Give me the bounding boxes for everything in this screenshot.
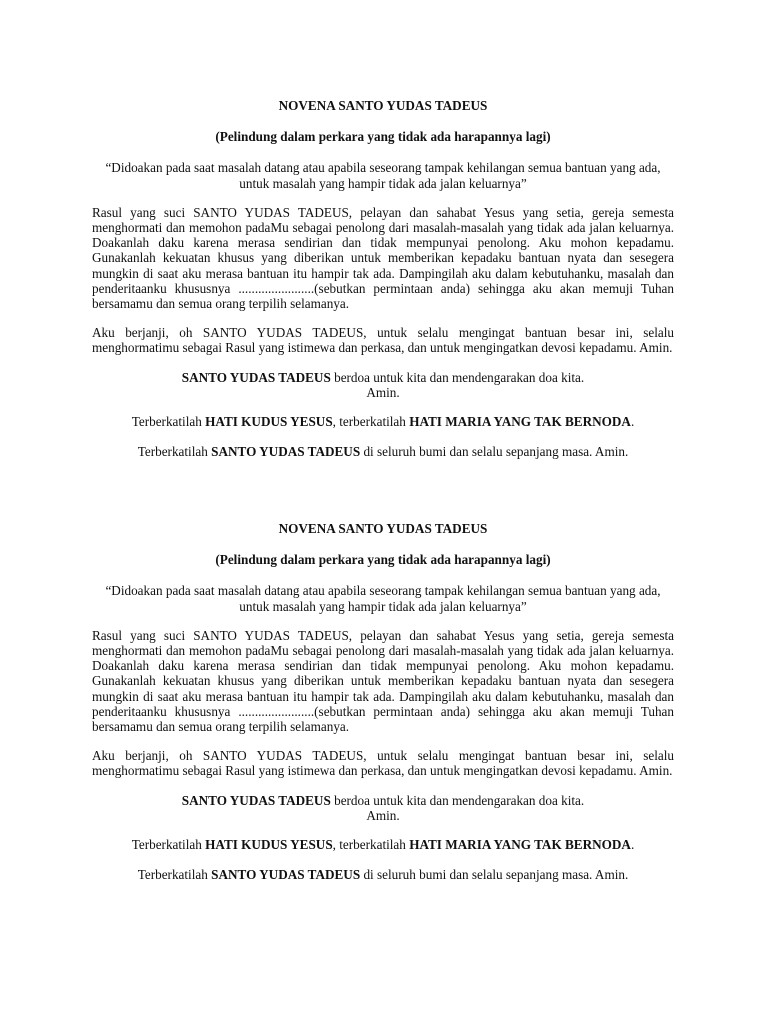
promise-paragraph: Aku berjanji, oh SANTO YUDAS TADEUS, untuk selalu mengingat bantuan besar ini, selalu menghormatimu sebagai Rasul yang istimewa dan perkasa, dan untuk mengingatkan devosi kepadamu. Amin. xyxy=(92,325,674,356)
amen-line: Amin. xyxy=(366,384,400,400)
section-title: NOVENA SANTO YUDAS TADEUS xyxy=(278,98,488,113)
closing-prayer-text: berdoa untuk kita dan mendengarakan doa kita. xyxy=(330,369,585,385)
intro-quote: “Didoakan pada saat masalah datang atau apabila seseorang tampak kehilangan semua bantuan yang ada, untuk masalah yang hampir tidak ada jalan keluarnya” xyxy=(105,160,661,191)
blessing-line-2 xyxy=(92,867,674,882)
blessing-text: di seluruh bumi dan selalu sepanjang masa. Amin. xyxy=(360,444,629,460)
immaculate-heart-name: HATI MARIA YANG TAK BERNODA xyxy=(409,837,631,853)
blessing-text: . xyxy=(630,837,635,853)
closing-prayer-line xyxy=(92,370,674,385)
saint-name: SANTO YUDAS TADEUS xyxy=(181,792,331,808)
blessing-text: Terberkatilah xyxy=(137,867,212,883)
amen-line: Amin. xyxy=(366,807,400,823)
blessing-line-2 xyxy=(92,444,674,459)
blessing-text: Terberkatilah xyxy=(137,444,212,460)
novena-section-1 xyxy=(92,98,674,459)
prayer-paragraph: Rasul yang suci SANTO YUDAS TADEUS, pelayan dan sahabat Yesus yang setia, gereja semesta menghormati dan memohon padaMu sebagai penolong dari masalah-masalah yang tidak ada jalan keluarnya. Doakanlah daku karena merasa sendirian dan tidak mempunyai penolong. Aku mohon kepadamu. Gunakanlah kekuatan khusus yang diberikan untuk memberikan kepadaku bantuan nyata dan sesegera mungkin di saat aku merasa bantuan itu hampir tak ada. Dampingilah aku dalam kebutuhanku, masalah dan penderitaanku khususnya .......................(sebutkan permintaan anda) sehingga aku akan memuji Tuhan bersamamu dan semua orang terpilih selamanya. xyxy=(92,627,674,735)
blessing-line-1 xyxy=(92,837,674,852)
blessing-text: , terberkatilah xyxy=(332,414,410,430)
section-subtitle: (Pelindung dalam perkara yang tidak ada harapannya lagi) xyxy=(215,129,551,145)
blessing-text: . xyxy=(630,414,635,430)
sacred-heart-name: HATI KUDUS YESUS xyxy=(205,414,333,430)
sacred-heart-name: HATI KUDUS YESUS xyxy=(205,837,333,853)
immaculate-heart-name: HATI MARIA YANG TAK BERNODA xyxy=(409,414,631,430)
section-subtitle: (Pelindung dalam perkara yang tidak ada harapannya lagi) xyxy=(215,552,551,568)
closing-prayer-line xyxy=(92,793,674,808)
saint-name: SANTO YUDAS TADEUS xyxy=(211,867,361,883)
blessing-text: , terberkatilah xyxy=(332,837,410,853)
closing-prayer xyxy=(92,370,674,400)
blessing-text: di seluruh bumi dan selalu sepanjang masa. Amin. xyxy=(360,867,629,883)
prayer-paragraph: Rasul yang suci SANTO YUDAS TADEUS, pelayan dan sahabat Yesus yang setia, gereja semesta menghormati dan memohon padaMu sebagai penolong dari masalah-masalah yang tidak ada jalan keluarnya. Doakanlah daku karena merasa sendirian dan tidak mempunyai penolong. Aku mohon kepadamu. Gunakanlah kekuatan khusus yang diberikan untuk memberikan kepadaku bantuan nyata dan sesegera mungkin di saat aku merasa bantuan itu hampir tak ada. Dampingilah aku dalam kebutuhanku, masalah dan penderitaanku khususnya .......................(sebutkan permintaan anda) sehingga aku akan memuji Tuhan bersamamu dan semua orang terpilih selamanya. xyxy=(92,204,674,312)
novena-section-2 xyxy=(92,521,674,882)
intro-quote: “Didoakan pada saat masalah datang atau apabila seseorang tampak kehilangan semua bantuan yang ada, untuk masalah yang hampir tidak ada jalan keluarnya” xyxy=(105,583,661,614)
closing-prayer-text: berdoa untuk kita dan mendengarakan doa kita. xyxy=(330,792,585,808)
section-title: NOVENA SANTO YUDAS TADEUS xyxy=(278,521,488,536)
blessing-text: Terberkatilah xyxy=(131,414,206,430)
closing-prayer xyxy=(92,793,674,823)
blessing-line-1 xyxy=(92,414,674,429)
saint-name: SANTO YUDAS TADEUS xyxy=(211,444,361,460)
saint-name: SANTO YUDAS TADEUS xyxy=(181,369,331,385)
blessing-text: Terberkatilah xyxy=(131,837,206,853)
promise-paragraph: Aku berjanji, oh SANTO YUDAS TADEUS, untuk selalu mengingat bantuan besar ini, selalu menghormatimu sebagai Rasul yang istimewa dan perkasa, dan untuk mengingatkan devosi kepadamu. Amin. xyxy=(92,748,674,779)
